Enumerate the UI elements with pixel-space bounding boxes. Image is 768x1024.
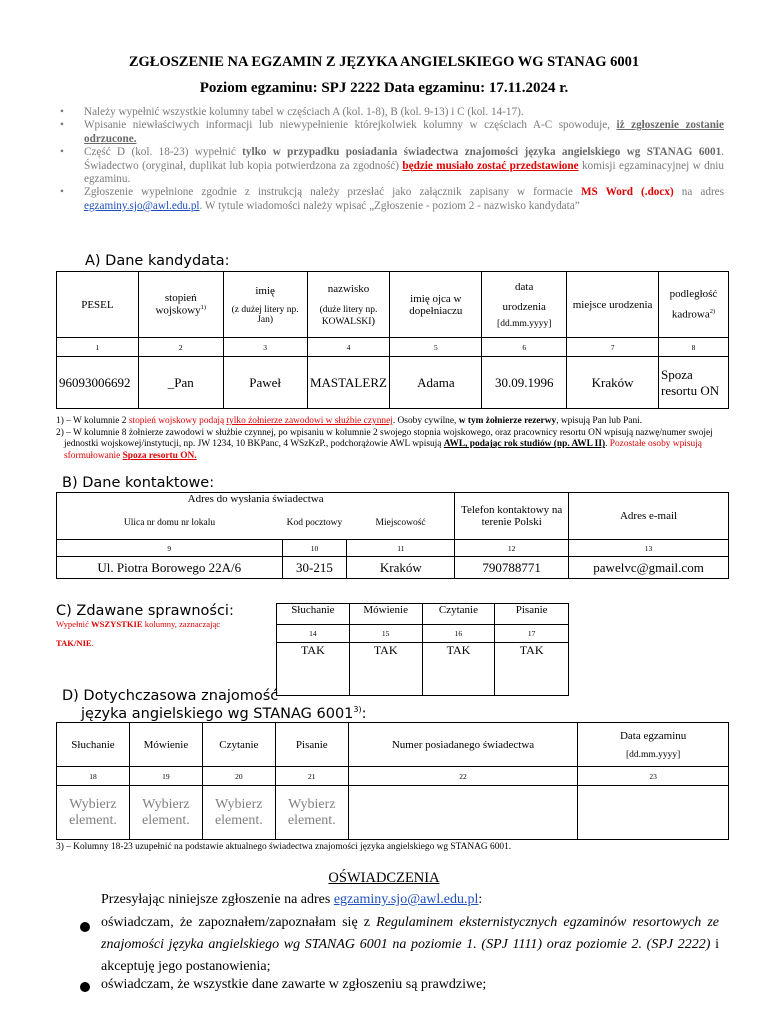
- header-pisanie: Pisanie: [495, 604, 569, 625]
- header-data-urodzenia: data urodzenia [dd.mm.yyyy]: [482, 272, 567, 338]
- col-number: 3: [223, 338, 307, 357]
- pisanie-select[interactable]: Wybierz element.: [275, 786, 348, 840]
- section-d-heading: D) Dotychczasowa znajomość: [62, 688, 279, 704]
- previous-cert-table: [56, 722, 729, 840]
- header-ulica: Ulica nr domu nr lokalu: [57, 518, 283, 540]
- imie-field[interactable]: Paweł: [223, 357, 307, 409]
- header-miejsce: miejsce urodzenia: [567, 272, 659, 338]
- header-imie: imię (z dużej litery np. Jan): [223, 272, 307, 338]
- email-link[interactable]: egzaminy.sjo@awl.edu.pl: [333, 892, 479, 907]
- ulica-field[interactable]: Ul. Piotra Borowego 22A/6: [57, 557, 283, 579]
- kod-field[interactable]: 30-215: [282, 557, 347, 579]
- instructions-list: [60, 106, 724, 213]
- col-number: 8: [659, 338, 729, 357]
- header-data-egzaminu: Data egzaminu [dd.mm.yyyy]: [578, 723, 729, 767]
- pesel-field[interactable]: 96093006692: [57, 357, 139, 409]
- instruction-item: • Należy wypełnić wszystkie kolumny tabel w częściach A (kol. 1-8), B (kol. 9-13) i C (kol. 14-17).: [60, 106, 524, 118]
- section-d-heading-2: języka angielskiego wg STANAG 6001$^{3)}$:: [81, 705, 367, 722]
- col-number: 16: [422, 625, 495, 643]
- note-1: 1) – W kolumnie 2 stopień wojskowy podają tylko żołnierze zawodowi w służbie czynnej. Osoby cywilne, w tym żołnierze rezerwy, wpisują Pan lub Pani.: [56, 416, 643, 426]
- header-podleglosc: podległość kadrowa$^{2)}$: [659, 272, 729, 338]
- col-number: 5: [390, 338, 482, 357]
- col-number: 9: [57, 540, 283, 557]
- header-numer-swiadectwa: Numer posiadanego świadectwa: [348, 723, 578, 767]
- sluchanie-select[interactable]: Wybierz element.: [57, 786, 130, 840]
- telefon-field[interactable]: 790788771: [455, 557, 569, 579]
- header-czytanie: Czytanie: [422, 604, 495, 625]
- header-sluchanie: Słuchanie: [277, 604, 350, 625]
- header-imie-ojca: imię ojca w dopełniaczu: [390, 272, 482, 338]
- header-mowienie: Mówienie: [129, 723, 202, 767]
- nazwisko-field[interactable]: MASTALERZ: [307, 357, 390, 409]
- email-link[interactable]: egzaminy.sjo@awl.edu.pl: [84, 199, 200, 212]
- col-number: 11: [347, 540, 455, 557]
- section-b-heading: B) Dane kontaktowe:: [62, 475, 215, 491]
- mowienie-field[interactable]: TAK: [349, 643, 422, 696]
- col-number: 17: [495, 625, 569, 643]
- col-number: 18: [57, 767, 130, 786]
- header-miejscowosc: Miejscowość: [347, 518, 455, 540]
- header-mowienie: Mówienie: [349, 604, 422, 625]
- header-stopien: stopień wojskowy$^{1)}$: [138, 272, 223, 338]
- miejsce-urodzenia-field[interactable]: Kraków: [567, 357, 659, 409]
- imie-ojca-field[interactable]: Adama: [390, 357, 482, 409]
- declaration-1: oświadczam, że zapoznałem/zapoznałam się z Regulaminem eksternistycznych egzaminów resortowych ze znajomości języka angielskiego wg STANAG 6001 na poziomie 1. (SPJ 1111) oraz poziomie 2. (SPJ 2222) i akceptuję jego postanowienia;: [101, 915, 720, 974]
- mowienie-select[interactable]: Wybierz element.: [129, 786, 202, 840]
- col-number: 21: [275, 767, 348, 786]
- col-number: 12: [455, 540, 569, 557]
- section-c-note-2: TAK/NIE.: [56, 638, 94, 648]
- bullet-icon: [80, 982, 90, 992]
- czytanie-select[interactable]: Wybierz element.: [202, 786, 275, 840]
- data-egzaminu-field[interactable]: [578, 786, 729, 840]
- header-pesel: PESEL: [57, 272, 139, 338]
- col-number: 22: [348, 767, 578, 786]
- declaration-2: oświadczam, że wszystkie dane zawarte w zgłoszeniu są prawdziwe;: [101, 977, 487, 992]
- data-urodzenia-field[interactable]: 30.09.1996: [482, 357, 567, 409]
- pisanie-field[interactable]: TAK: [495, 643, 569, 696]
- page-title: ZGŁOSZENIE NA EGZAMIN Z JĘZYKA ANGIELSKIEGO WG STANAG 6001: [128, 54, 640, 70]
- numer-swiadectwa-field[interactable]: [348, 786, 578, 840]
- header-pisanie: Pisanie: [275, 723, 348, 767]
- header-nazwisko: nazwisko (duże litery np. KOWALSKI): [307, 272, 390, 338]
- header-sluchanie: Słuchanie: [57, 723, 130, 767]
- page-subtitle: Poziom egzaminu: SPJ 2222 Data egzaminu: 17.11.2024 r.: [199, 80, 569, 96]
- section-c-heading: C) Zdawane sprawności:: [56, 603, 234, 619]
- bullet-icon: [80, 922, 90, 932]
- declarations-intro: Przesyłając niniejsze zgłoszenie na adres egzaminy.sjo@awl.edu.pl:: [101, 892, 483, 907]
- stopien-field[interactable]: _Pan: [138, 357, 223, 409]
- col-number: 4: [307, 338, 390, 357]
- col-number: 6: [482, 338, 567, 357]
- instruction-item: • Zgłoszenie wypełnione zgodnie z instrukcją należy przesłać jako załącznik zapisany w formacie MS Word (.docx) na adres egzaminy.sjo@awl.edu.pl. W tytule wiadomości należy wpisać „Zgłoszenie - poziom 2 - nazwisko kandydata”: [60, 186, 724, 212]
- col-number: 13: [569, 540, 729, 557]
- note-2: 2) – W kolumnie 8 żołnierze zawodowi w służbie czynnej, po wpisaniu w kolumnie 2 swojego stopnia wojskowego, oraz pracownicy resortu ON wpisują nazwę/numer swojej jednostki wojskowej/instytucji, np. JW 1234, 10 BKPanc, 4 WSzKzP., podchorążowie AWL wpisują AWL, podając rok studiów (np. AWL II). Pozostałe osoby wpisują sformułowanie Spoza resortu ON.: [56, 428, 713, 461]
- col-number: 2: [138, 338, 223, 357]
- candidate-table: [56, 271, 729, 409]
- instruction-item: • Wpisanie niewłaściwych informacji lub niewypełnienie którejkolwiek kolumny w częściach A-C spowoduje, iż zgłoszenie zostanie odrzucone.: [60, 119, 724, 145]
- skills-table: [276, 603, 569, 696]
- col-number: 1: [57, 338, 139, 357]
- note-3: 3) – Kolumny 18-23 uzupełnić na podstawie aktualnego świadectwa znajomości języka angielskiego wg STANAG 6001.: [56, 842, 512, 852]
- contact-table: [56, 492, 729, 579]
- declarations-heading: OŚWIADCZENIA: [328, 870, 440, 886]
- header-email: Adres e-mail: [569, 493, 729, 540]
- col-number: 23: [578, 767, 729, 786]
- header-czytanie: Czytanie: [202, 723, 275, 767]
- instruction-item: • Część D (kol. 18-23) wypełnić tylko w przypadku posiadania świadectwa znajomości języka angielskiego wg STANAG 6001. Świadectwo (oryginał, duplikat lub kopia potwierdzona za zgodność) będzie musiało zostać przedstawione komisji egzaminacyjnej w dniu egzaminu.: [60, 146, 724, 186]
- section-c-note: Wypełnić WSZYSTKIE kolumny, zaznaczając: [56, 619, 221, 629]
- header-telefon: Telefon kontaktowy na terenie Polski: [455, 493, 569, 540]
- col-number: 10: [282, 540, 347, 557]
- col-number: 14: [277, 625, 350, 643]
- col-number: 15: [349, 625, 422, 643]
- miejscowosc-field[interactable]: Kraków: [347, 557, 455, 579]
- col-number: 20: [202, 767, 275, 786]
- czytanie-field[interactable]: TAK: [422, 643, 495, 696]
- section-a-heading: A) Dane kandydata:: [85, 253, 230, 269]
- col-number: 7: [567, 338, 659, 357]
- header-kod: Kod pocztowy: [282, 518, 347, 540]
- col-number: 19: [129, 767, 202, 786]
- podleglosc-field[interactable]: Spoza resortu ON: [659, 357, 729, 409]
- header-adres: Adres do wysłania świadectwa: [57, 493, 455, 518]
- sluchanie-field[interactable]: TAK: [277, 643, 350, 696]
- email-field[interactable]: pawelvc@gmail.com: [569, 557, 729, 579]
